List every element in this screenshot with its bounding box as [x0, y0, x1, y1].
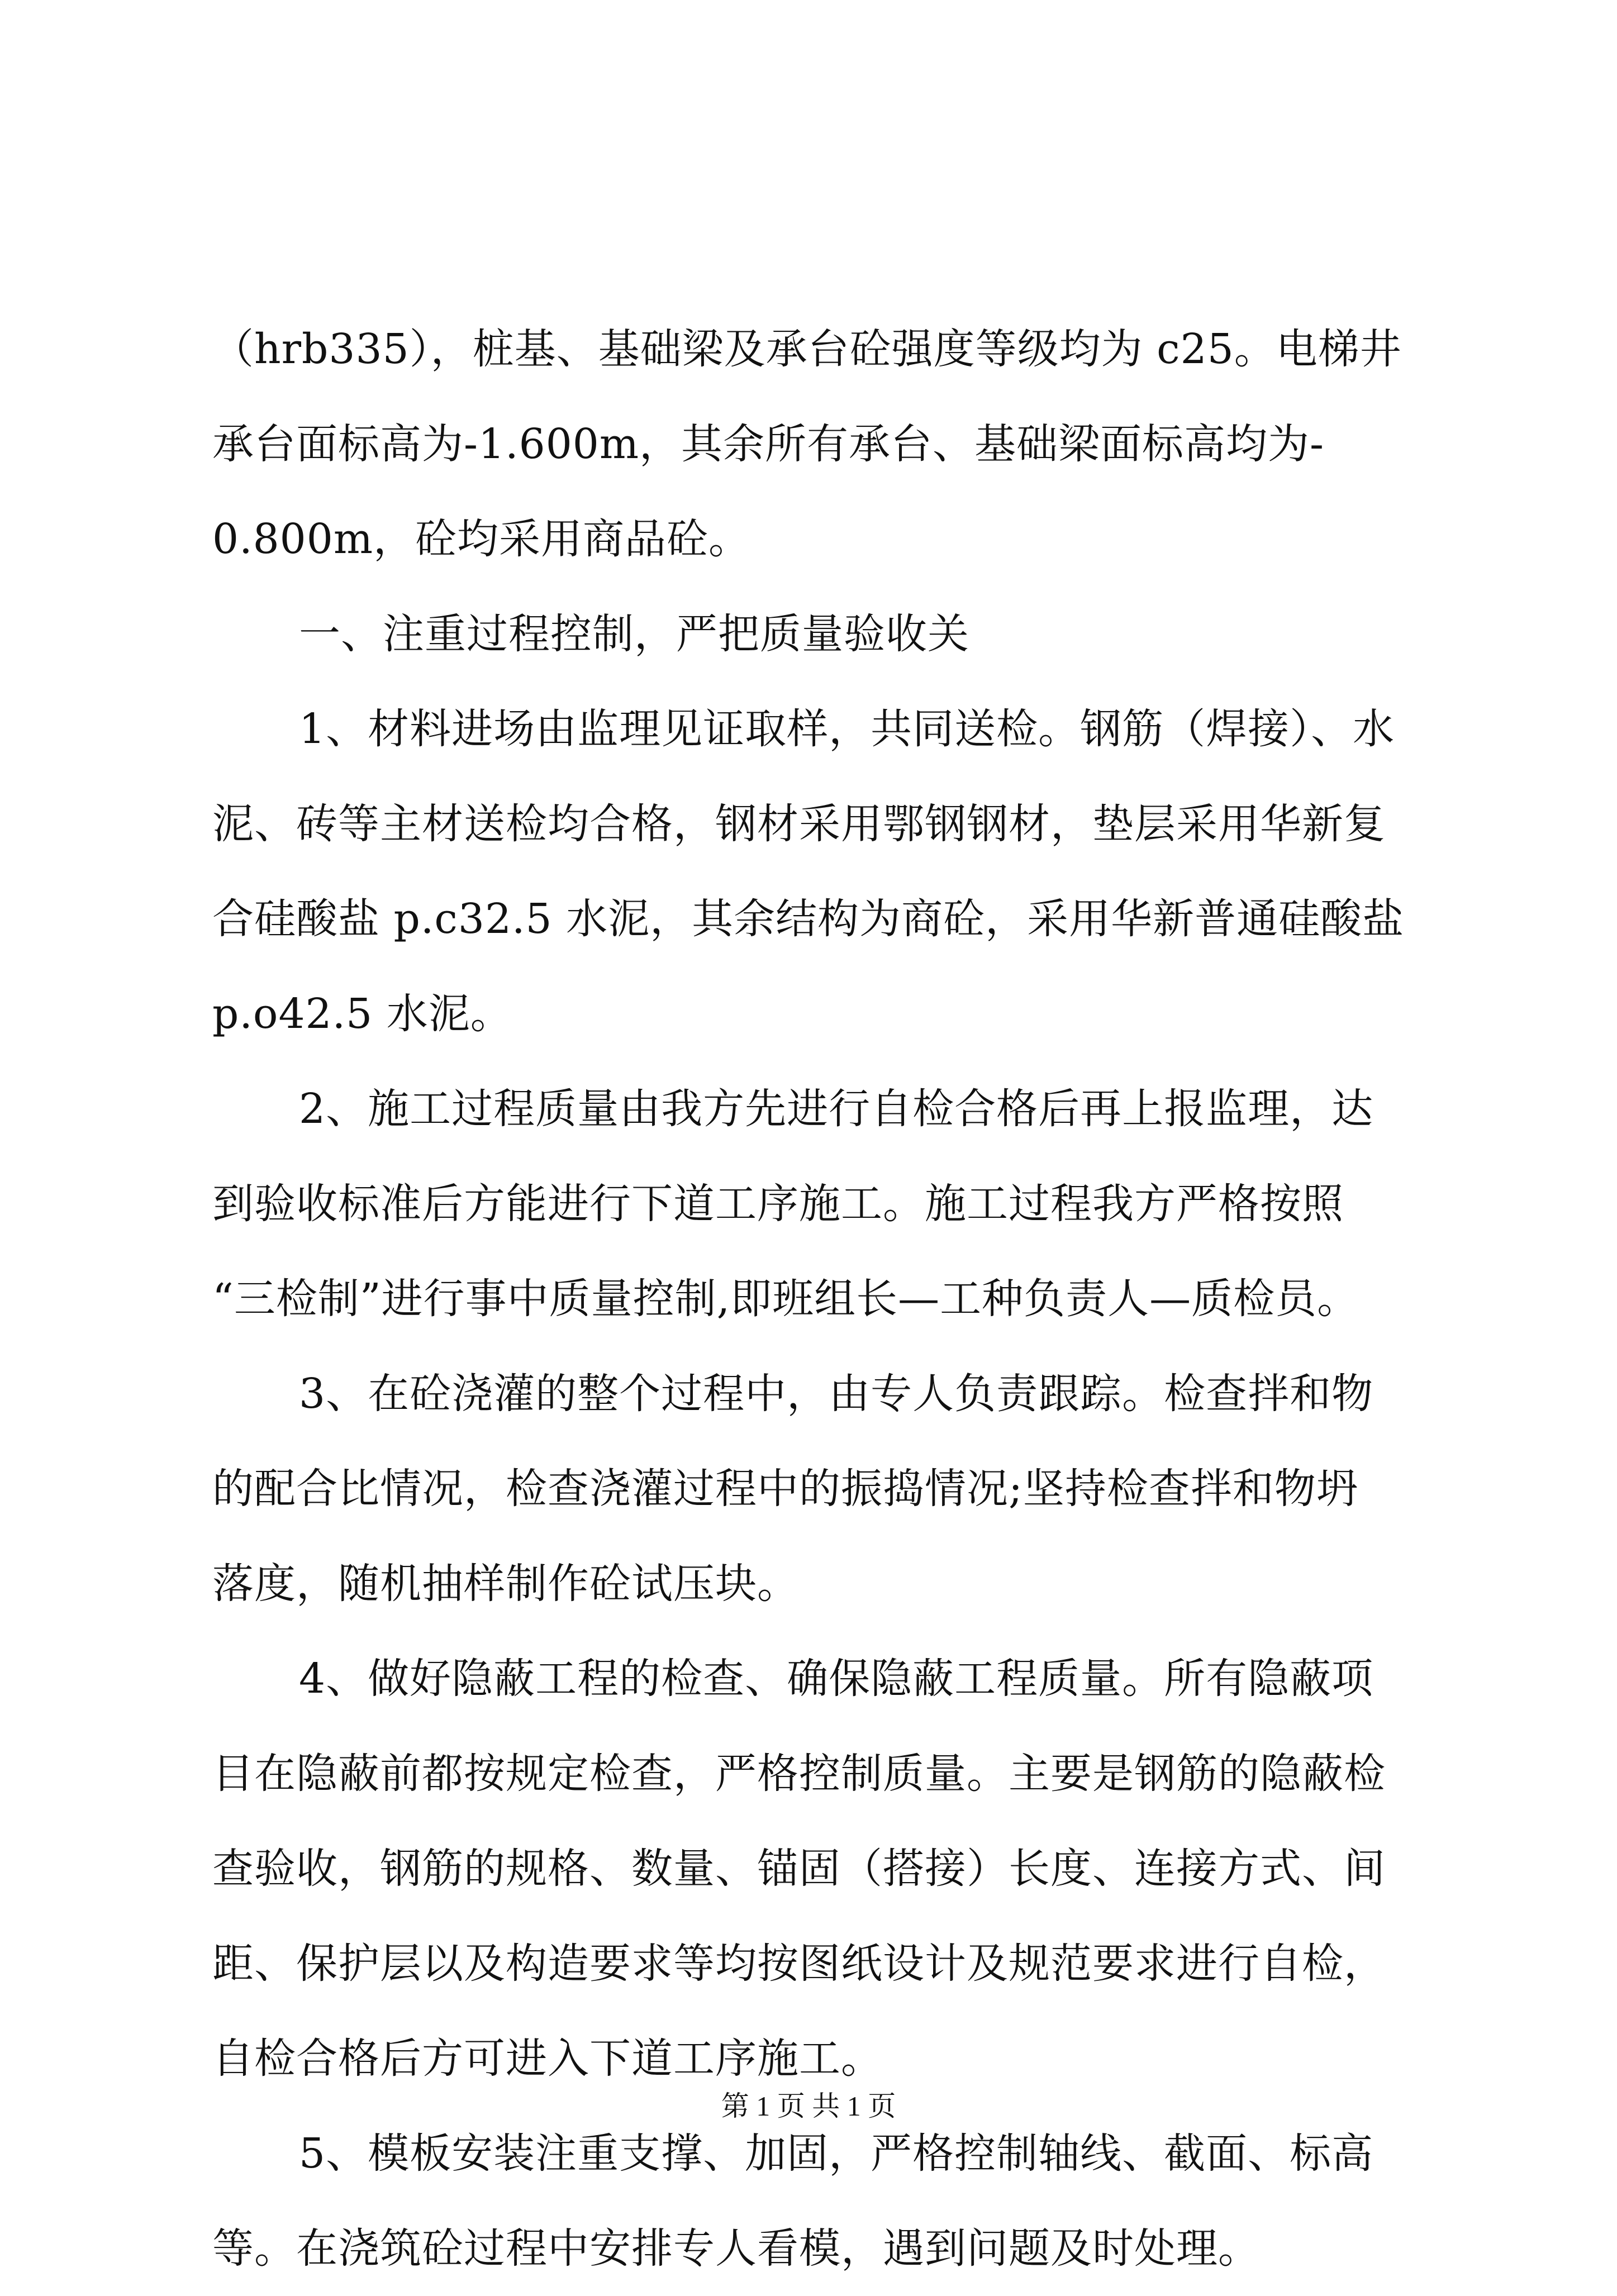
- text-line: 的配合比情况，检查浇灌过程中的振捣情况;坚持检查拌和物坍: [212, 1465, 1358, 1513]
- page-footer: [0, 2084, 1617, 2128]
- text-line: 等。在浇筑砼过程中安排专人看模，遇到问题及时处理。: [212, 2224, 1260, 2273]
- page-number-label: 第 1 页 共 1 页: [721, 2090, 896, 2122]
- paragraph-first-line: 1、材料进场由监理见证取样，共同送检。钢筋（焊接）、水: [299, 705, 1395, 753]
- text-line: “三检制”进行事中质量控制,即班组长—工种负责人—质检员。: [212, 1275, 1359, 1323]
- text-line: 查验收，钢筋的规格、数量、锚固（搭接）长度、连接方式、间: [212, 1845, 1386, 1893]
- text-line: 到验收标准后方能进行下道工序施工。施工过程我方严格按照: [212, 1180, 1344, 1228]
- text-line: 距、保护层以及构造要求等均按图纸设计及规范要求进行自检，: [212, 1940, 1386, 1988]
- section-heading: 一、注重过程控制，严把质量验收关: [299, 610, 969, 658]
- text-line: 泥、砖等主材送检均合格，钢材采用鄂钢钢材，垫层采用华新复: [212, 800, 1386, 848]
- text-line: 承台面标高为-1.600m，其余所有承台、基础梁面标高均为-: [212, 420, 1325, 468]
- text-line: 0.800m，砼均采用商品砼。: [212, 515, 751, 563]
- paragraph-first-line: 4、做好隐蔽工程的检查、确保隐蔽工程质量。所有隐蔽项: [299, 1655, 1374, 1703]
- paragraph-first-line: 3、在砼浇灌的整个过程中，由专人负责跟踪。检查拌和物: [299, 1370, 1374, 1418]
- text-line: （hrb335），桩基、基础梁及承台砼强度等级均为 c25。电梯井: [212, 325, 1402, 373]
- document-body: [212, 302, 1408, 2296]
- text-line: 自检合格后方可进入下道工序施工。: [212, 2035, 883, 2083]
- text-line: 合硅酸盐 p.c32.5 水泥，其余结构为商砼，采用华新普通硅酸盐: [212, 895, 1405, 943]
- paragraph-first-line: 2、施工过程质量由我方先进行自检合格后再上报监理，达: [299, 1085, 1374, 1133]
- paragraph-first-line: 5、模板安装注重支撑、加固，严格控制轴线、截面、标高: [299, 2130, 1374, 2178]
- text-line: 目在隐蔽前都按规定检查，严格控制质量。主要是钢筋的隐蔽检: [212, 1750, 1386, 1798]
- text-line: p.o42.5 水泥。: [212, 990, 512, 1038]
- text-line: 落度，随机抽样制作砼试压块。: [212, 1560, 799, 1608]
